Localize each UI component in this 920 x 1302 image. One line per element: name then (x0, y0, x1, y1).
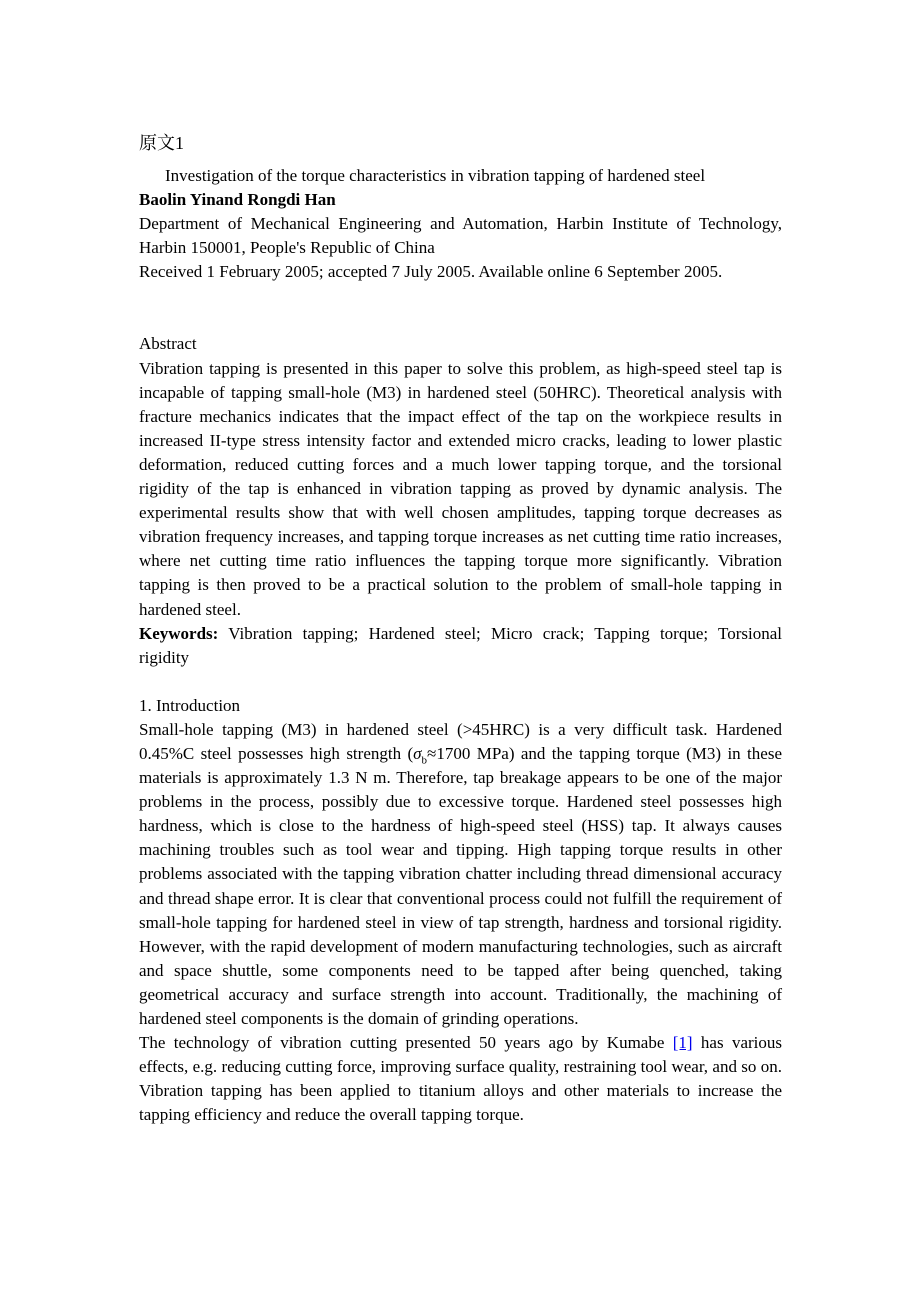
keywords-list: Vibration tapping; Hardened steel; Micro crack; Tapping torque; Torsional rigidity (139, 623, 782, 667)
intro-p2-part-a: The technology of vibration cutting presented 50 years ago by Kumabe (139, 1033, 673, 1053)
section-heading-introduction: 1. Introduction (139, 695, 241, 715)
source-label: 原文1 (139, 133, 184, 153)
keywords-label: Keywords: (139, 623, 219, 643)
sigma-subscript: b (421, 754, 428, 767)
abstract-text: Vibration tapping is presented in this paper to solve this problem, as high-speed steel tap is incapable of tapping small-hole (M3) in hardened steel (50HRC). Theoretical analysis with fracture mechanics indicates that the impact effect of the tap on the workpiece results in increased II-type stress intensity factor and extended micro cracks, leading to lower plastic deformation, reduced cutting forces and a much lower tapping torque, and the torsional rigidity of the tap is enhanced in vibration tapping as proved by dynamic analysis. The experimental results show that with well chosen amplitudes, tapping torque decreases as vibration frequency increases, and tapping torque increases as net cutting time ratio increases, where net cutting time ratio influences the tapping torque more significantly. Vibration tapping is then proved to be a practical solution to the problem of small-hole tapping in hardened steel. (139, 358, 782, 619)
affiliation: Department of Mechanical Engineering and Automation, Harbin Institute of Technology, Harbin 150001, People's Republic of China (139, 214, 782, 258)
intro-paragraph-1 (139, 718, 782, 1031)
intro-p1-part-b: ≈1700 MPa) and the tapping torque (M3) in these materials is approximately 1.3 N m. Therefore, tap breakage appears to be one of the major problems in the process, possibly due to excessive torque. Hardened steel possesses high hardness, which is close to the hardness of high-speed steel (HSS) tap. It always causes machining troubles such as tool wear and tipping. High tapping torque results in other problems associated with the tapping vibration chatter including thread dimensional accuracy and thread shape error. It is clear that conventional process could not fulfill the requirement of small-hole tapping for hardened steel in view of tap strength, hardness and torsional rigidity. However, with the rapid development of modern manufacturing technologies, such as aircraft and space shuttle, some components need to be tapped after being quenched, taking geometrical accuracy and surface strength into account. Traditionally, the machining of hardened steel components is the domain of grinding operations. (139, 743, 782, 1028)
paper-title: Investigation of the torque characteristics in vibration tapping of hardened steel (165, 166, 706, 185)
keywords (139, 622, 782, 670)
sigma-symbol: σ (413, 743, 422, 763)
spacer (139, 670, 782, 694)
paper-authors: Baolin Yinand Rongdi Han (139, 190, 336, 210)
spacer (139, 284, 782, 332)
intro-p1-part-a: Small-hole tapping (M3) in hardened steel (>45HRC) is a very difficult task. Hardened 0.45%C steel possesses high strength ( (139, 719, 782, 763)
document-page (139, 128, 782, 1127)
intro-paragraph-2 (139, 1031, 782, 1127)
reference-link-1[interactable]: [1] (672, 1033, 693, 1053)
intro-p2-part-b: has various effects, e.g. reducing cutting force, improving surface quality, restraining tool wear, and so on. Vibration tapping has been applied to titanium alloys and other materials to increase the tapping efficiency and reduce the overall tapping torque. (139, 1033, 782, 1125)
abstract-heading: Abstract (139, 334, 197, 354)
publication-history: Received 1 February 2005; accepted 7 July 2005. Available online 6 September 2005. (139, 262, 723, 282)
